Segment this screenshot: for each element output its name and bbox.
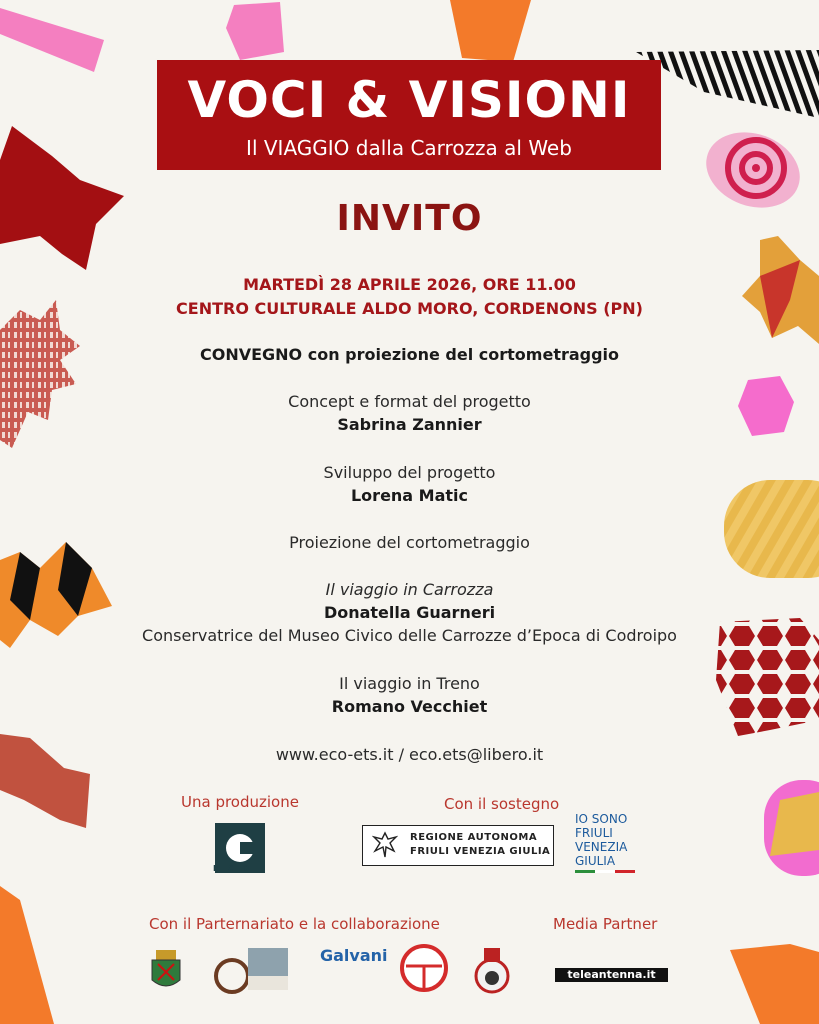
eco-logo-text: ECO <box>213 864 259 873</box>
sviluppo-label: Sviluppo del progetto <box>323 463 496 482</box>
sviluppo-name: Lorena Matic <box>350 486 469 505</box>
media-label: Media Partner <box>553 915 658 933</box>
film1-name: Donatella Guarneri <box>323 603 496 622</box>
event-subtitle: Il VIAGGIO dalla Carrozza al Web <box>246 136 572 160</box>
circle-t-logo <box>402 946 446 990</box>
fvg-line2: FRIULI VENEZIA GIULIA <box>410 846 551 857</box>
film1-title: Il viaggio in Carrozza <box>325 580 494 599</box>
red-emblem-logo <box>476 948 508 992</box>
event-venue: CENTRO CULTURALE ALDO MORO, CORDENONS (PN) <box>176 299 643 318</box>
fvg-line1: REGIONE AUTONOMA <box>410 832 538 843</box>
invito-heading: INVITO <box>336 198 483 239</box>
contacts-line[interactable]: www.eco-ets.it / eco.ets@libero.it <box>275 745 544 764</box>
event-title: VOCI & VISIONI <box>187 71 631 129</box>
iosono-fvg-logo: IO SONO FRIULI VENEZIA GIULIA <box>575 812 628 868</box>
film2-name: Romano Vecchiet <box>331 697 488 716</box>
film2-title: Il viaggio in Treno <box>339 674 480 693</box>
crest-logo <box>152 950 180 986</box>
concept-label: Concept e format del progetto <box>288 392 531 411</box>
produzione-label: Una produzione <box>181 793 299 811</box>
partner-label: Con il Parternariato e la collaborazione <box>149 915 440 933</box>
galvani-logo: Galvani <box>320 946 388 965</box>
event-date: MARTEDÌ 28 APRILE 2026, ORE 11.00 <box>243 275 576 294</box>
museum-logo <box>216 948 288 992</box>
sostegno-label: Con il sostegno <box>444 795 560 813</box>
film1-role: Conservatrice del Museo Civico delle Carrozze d’Epoca di Codroipo <box>142 626 677 645</box>
teleantenna-logo: teleantenna.it <box>555 968 668 982</box>
concept-name: Sabrina Zannier <box>337 415 482 434</box>
proiezione-label: Proiezione del cortometraggio <box>289 533 530 552</box>
convegno-line: CONVEGNO con proiezione del cortometraggio <box>199 345 620 364</box>
